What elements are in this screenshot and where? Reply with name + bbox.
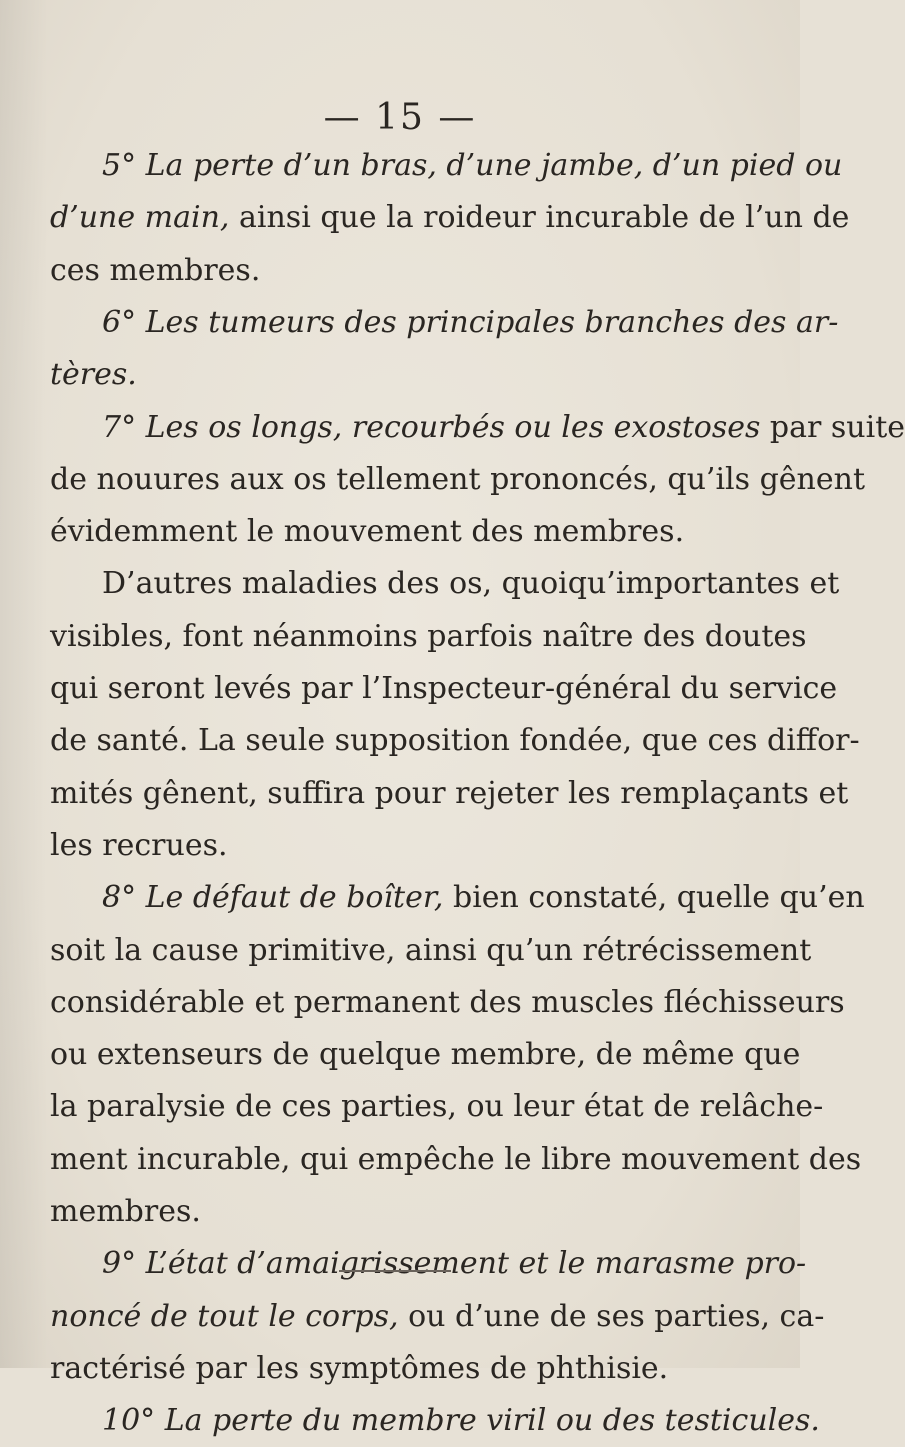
text-line: [50, 192, 850, 244]
text-line: la paralysie de ces parties, ou leur état de relâche-: [50, 1089, 824, 1125]
text-line: 6° Les tumeurs des principales branches des ar-: [102, 304, 839, 340]
text-line: visibles, font néanmoins parfois naître des doutes: [50, 618, 807, 654]
text-line: membres.: [50, 1194, 201, 1229]
roman-segment: ou d’une de ses parties, ca-: [398, 1298, 825, 1334]
text-line: ou extenseurs de quelque membre, de même que: [50, 1037, 801, 1073]
roman-segment: ainsi que la roideur incurable de l’un de: [229, 200, 850, 236]
text-line: [50, 1291, 825, 1343]
text-line: qui seront levés par l’Inspecteur-général du service: [50, 671, 838, 706]
end-rule: [339, 1270, 451, 1272]
text-line: ces membres.: [50, 252, 261, 288]
text-line: ractérisé par les symptômes de phthisie.: [50, 1350, 669, 1386]
text-line: 9° L’état d’amaigrissement et le marasme pro-: [102, 1246, 807, 1282]
text-line: considérable et permanent des muscles fléchisseurs: [50, 984, 845, 1020]
italic-segment: 7° Les os longs, recourbés ou les exostoses: [102, 409, 761, 445]
text-line: évidemment le mouvement des membres.: [50, 514, 685, 550]
text-line: [102, 402, 905, 454]
italic-segment: 8° Le défaut de boîter,: [102, 880, 444, 916]
italic-segment: d’une main,: [50, 200, 230, 236]
italic-segment: noncé de tout le corps,: [50, 1298, 399, 1334]
text-line: tères.: [50, 357, 137, 393]
text-line: 5° La perte d’un bras, d’une jambe, d’un pied ou: [102, 148, 843, 183]
text-line: les recrues.: [50, 827, 228, 863]
text-line: de nouures aux os tellement prononcés, qu’ils gênent: [50, 461, 865, 497]
text-line: ment incurable, qui empêche le libre mouvement des: [50, 1141, 862, 1177]
roman-segment: bien constaté, quelle qu’en: [443, 880, 865, 916]
text-line: soit la cause primitive, ainsi qu’un rétrécissement: [50, 932, 812, 968]
page-gutter-shadow: [0, 0, 48, 1368]
text-line: [102, 872, 865, 924]
text-line: D’autres maladies des os, quoiqu’importantes et: [102, 566, 840, 602]
roman-segment: par suite: [760, 409, 905, 445]
text-line: mités gênent, suffira pour rejeter les remplaçants et: [50, 775, 849, 811]
text-line: de santé. La seule supposition fondée, que ces diffor-: [50, 723, 860, 759]
page-number: — 15 —: [323, 97, 477, 138]
text-line: 10° La perte du membre viril ou des testicules.: [102, 1403, 820, 1439]
